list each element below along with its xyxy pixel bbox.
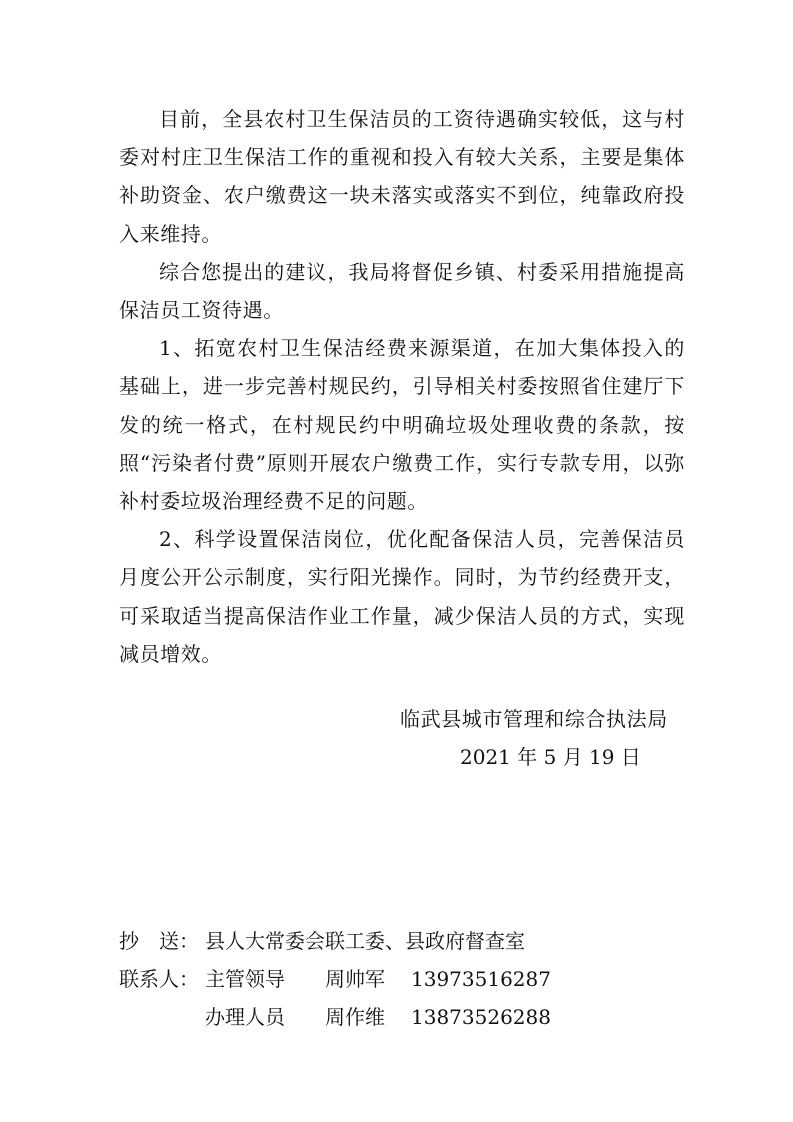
contact-role: 办理人员 — [205, 1005, 285, 1029]
body-paragraph-2: 综合您提出的建议，我局将督促乡镇、村委采用措施提高保洁员工资待遇。 — [119, 259, 685, 323]
contact-row-1 — [119, 960, 551, 998]
cc-label: 抄 送： — [119, 929, 199, 953]
body-paragraph-1: 目前，全县农村卫生保洁员的工资待遇确实较低，这与村委对村庄卫生保洁工作的重视和投入有较大关系，主要是集体补助资金、农户缴费这一块未落实或落实不到位，纯靠政府投入来维持。 — [119, 107, 685, 246]
body-paragraph-4: 2、科学设置保洁岗位，优化配备保洁人员，完善保洁员月度公开公示制度，实行阳光操作。同时，为节约经费开支，可采取适当提高保洁作业工作量，减少保洁人员的方式，实现减员增效。 — [119, 527, 685, 666]
contact-row-2 — [119, 998, 551, 1036]
contact-phone: 13973516287 — [411, 967, 551, 991]
contact-indent — [119, 998, 205, 1036]
contact-name: 周作维 — [325, 1005, 385, 1029]
letter-body — [119, 100, 685, 673]
cc-recipients: 县人大常委会联工委、县政府督查室 — [205, 929, 525, 953]
contact-name: 周帅军 — [325, 967, 385, 991]
distribution-block — [119, 922, 551, 1036]
contact-phone: 13873526288 — [411, 1005, 551, 1029]
contact-role: 主管领导 — [205, 967, 285, 991]
body-paragraph-3: 1、拓宽农村卫生保洁经费来源渠道，在加大集体投入的基础上，进一步完善村规民约，引导相关村委按照省住建厅下发的统一格式，在村规民约中明确垃圾处理收费的条款，按照“污染者付费”原则开展农户缴费工作，实行专款专用，以弥补村委垃圾治理经费不足的问题。 — [119, 336, 685, 514]
signature-date: 2021 年 5 月 19 日 — [460, 745, 641, 769]
contacts-label: 联系人： — [119, 967, 199, 991]
signature-organization: 临武县城市管理和综合执法局 — [400, 707, 668, 731]
cc-row — [119, 922, 551, 960]
